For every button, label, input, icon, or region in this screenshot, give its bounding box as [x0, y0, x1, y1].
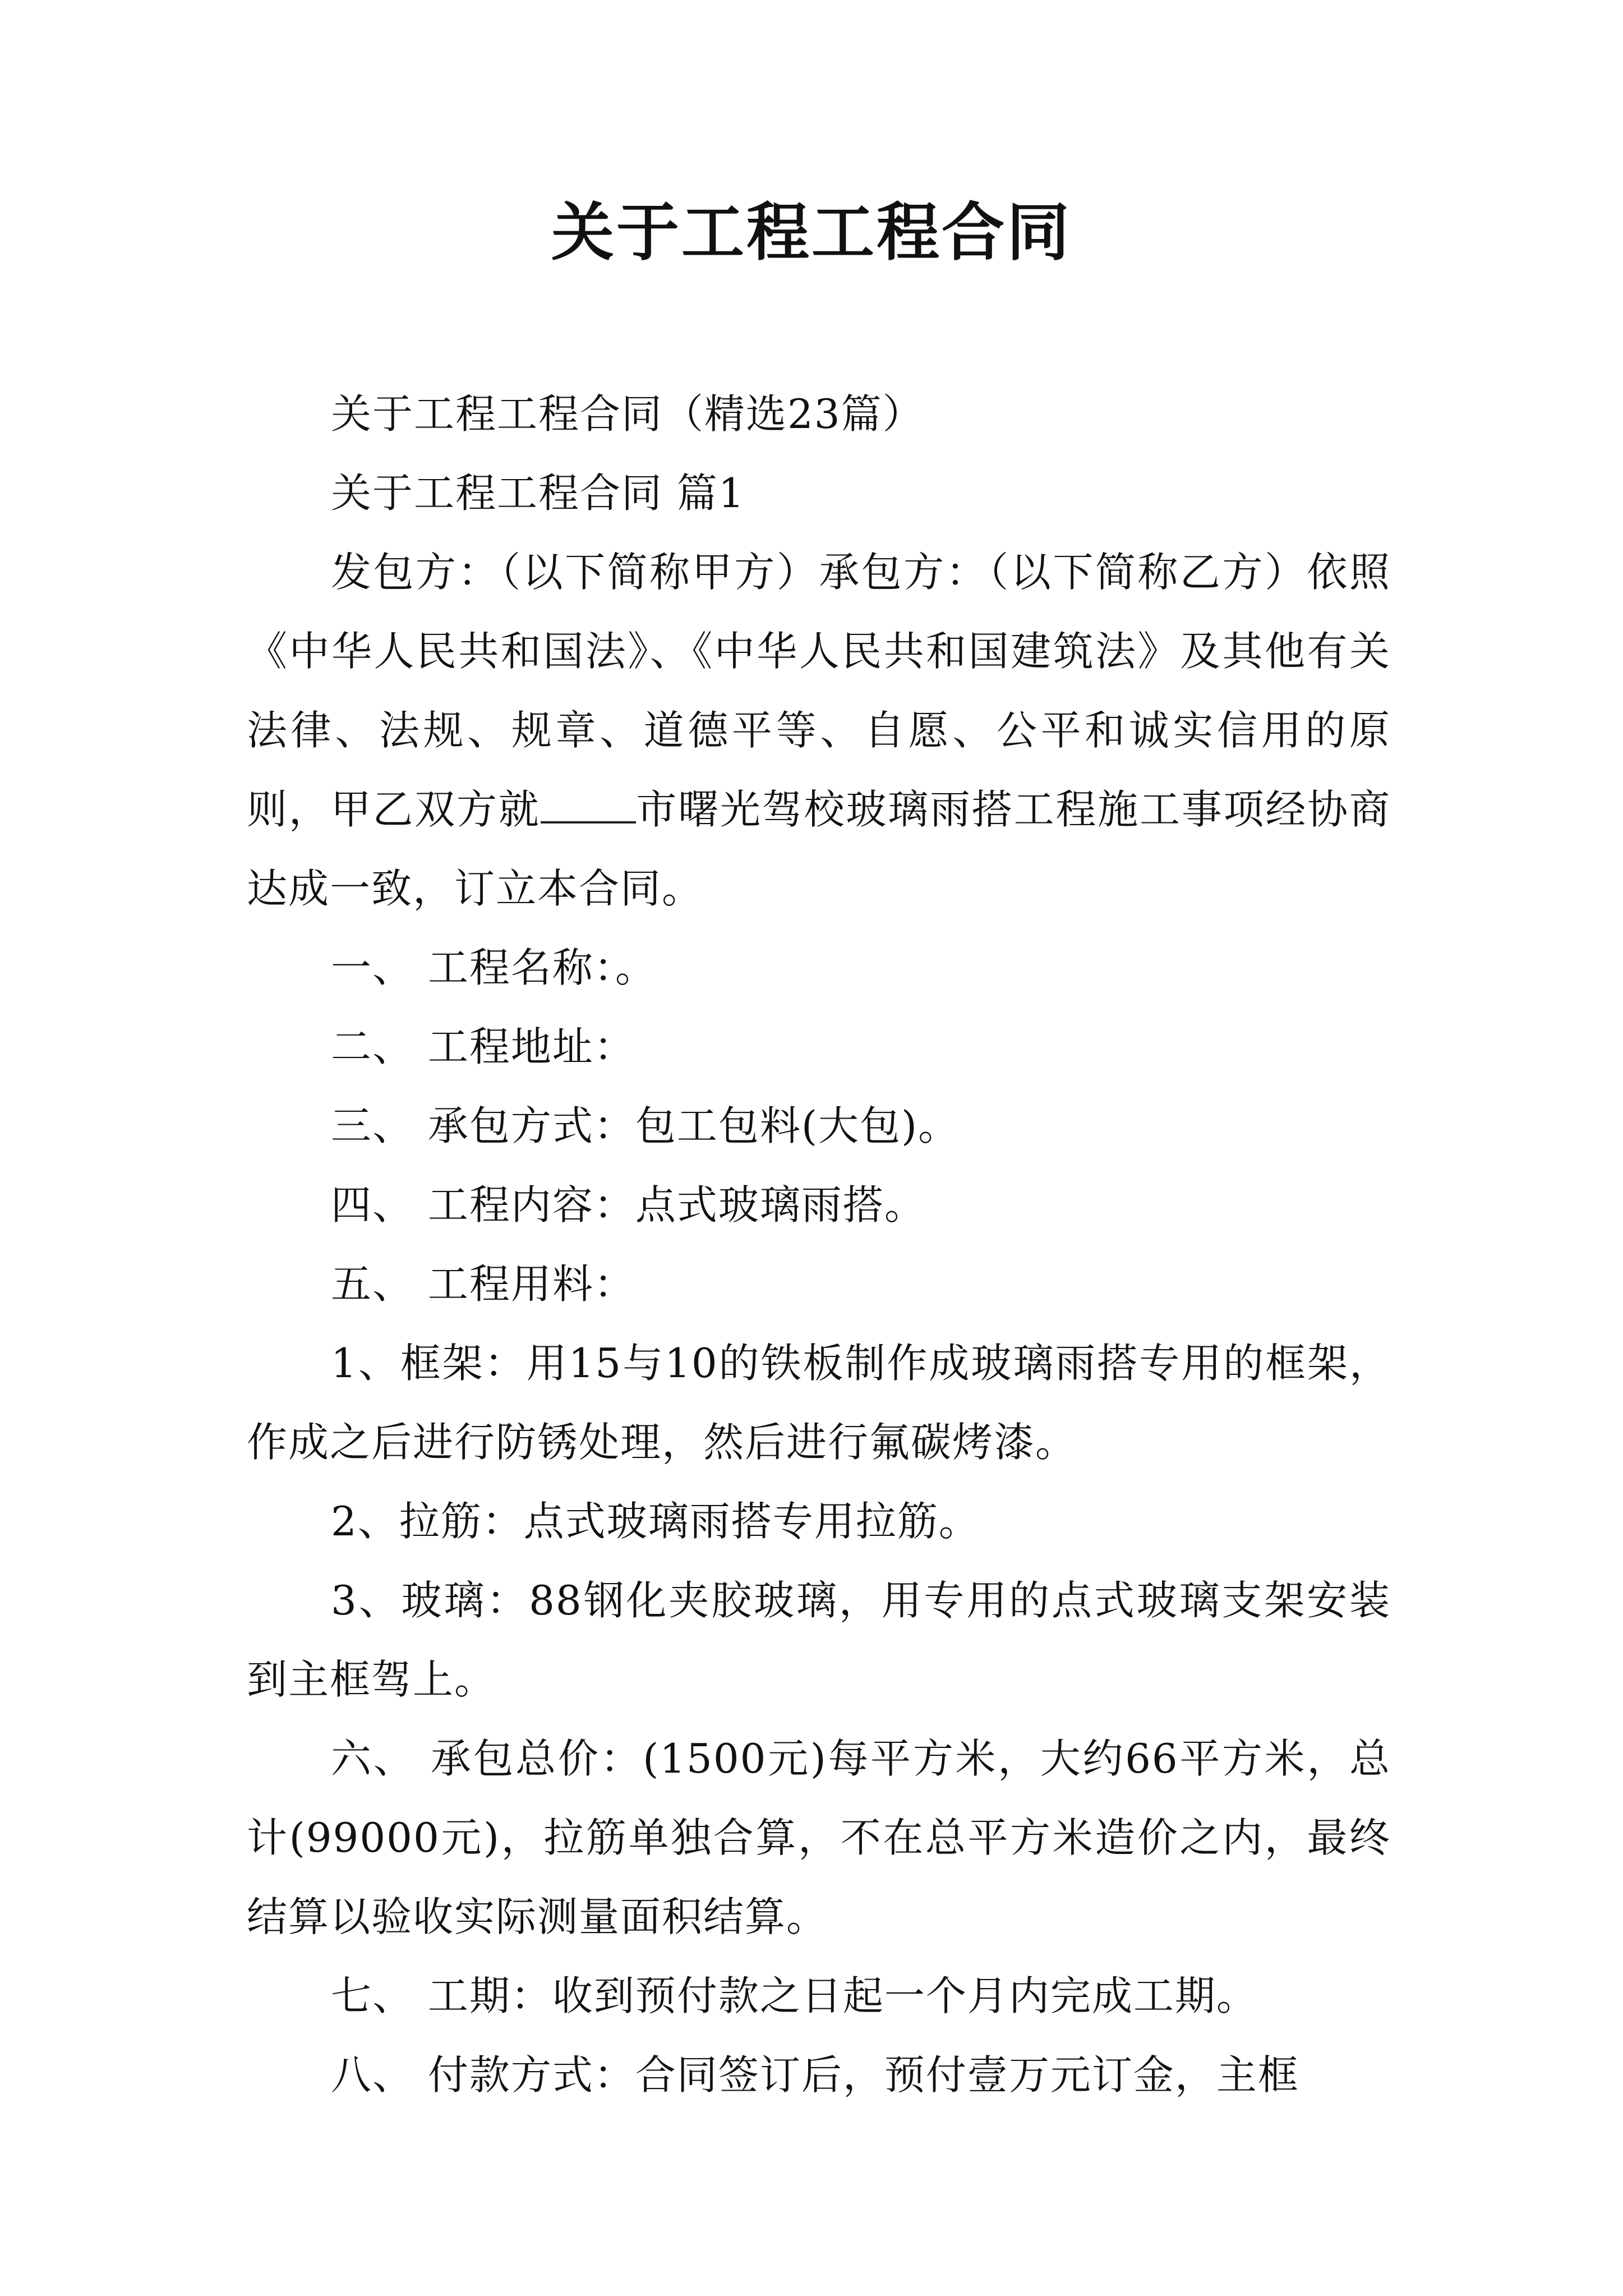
clause-project-address: 二、 工程地址： — [331, 1023, 635, 1070]
preamble-text-b: 市曙光驾校玻璃雨搭工程施工事项经协商达成一致，订立本合同。 — [247, 786, 1391, 912]
clause-duration: 七、 工期：收到预付款之日起一个月内完成工期。 — [331, 1972, 1258, 2019]
fill-in-blank — [541, 788, 636, 823]
preamble-paragraph — [247, 533, 1391, 928]
clause-contract-method: 三、 承包方式：包工包料(大包)。 — [331, 1102, 960, 1149]
clause-project-name: 一、 工程名称：。 — [331, 944, 657, 991]
clause-materials: 五、 工程用料： — [331, 1260, 635, 1308]
material-item-frame: 1、框架：用15与10的铁板制作成玻璃雨搭专用的框架，作成之后进行防锈处理，然后进行氟碳烤漆。 — [247, 1340, 1391, 1466]
material-item-tie-bar: 2、拉筋：点式玻璃雨搭专用拉筋。 — [331, 1498, 980, 1545]
subtitle-paragraph: 关于工程工程合同（精选23篇） — [331, 390, 924, 438]
clause-payment: 八、 付款方式：合同签订后，预付壹万元订金，主框 — [331, 2051, 1299, 2099]
preamble-text-a: 发包方：（以下简称甲方）承包方：（以下简称乙方）依照《中华人民共和国法》、《中华人民共和国建筑法》及其他有关法律、法规、规章、道德平等、自愿、公平和诚实信用的原则，甲乙双方就 — [247, 549, 1391, 833]
document-body — [247, 375, 1391, 2115]
clause-project-content: 四、 工程内容：点式玻璃雨搭。 — [331, 1181, 926, 1228]
section-heading: 关于工程工程合同 篇1 — [331, 470, 745, 517]
document-title: 关于工程工程合同 — [551, 196, 1072, 269]
clause-total-price: 六、 承包总价：(1500元)每平方米，大约66平方米，总计(99000元)，拉筋单独合算，不在总平方米造价之内，最终结算以验收实际测量面积结算。 — [247, 1735, 1391, 1940]
material-item-glass: 3、玻璃：88钢化夹胶玻璃，用专用的点式玻璃支架安装到主框驾上。 — [247, 1577, 1391, 1703]
